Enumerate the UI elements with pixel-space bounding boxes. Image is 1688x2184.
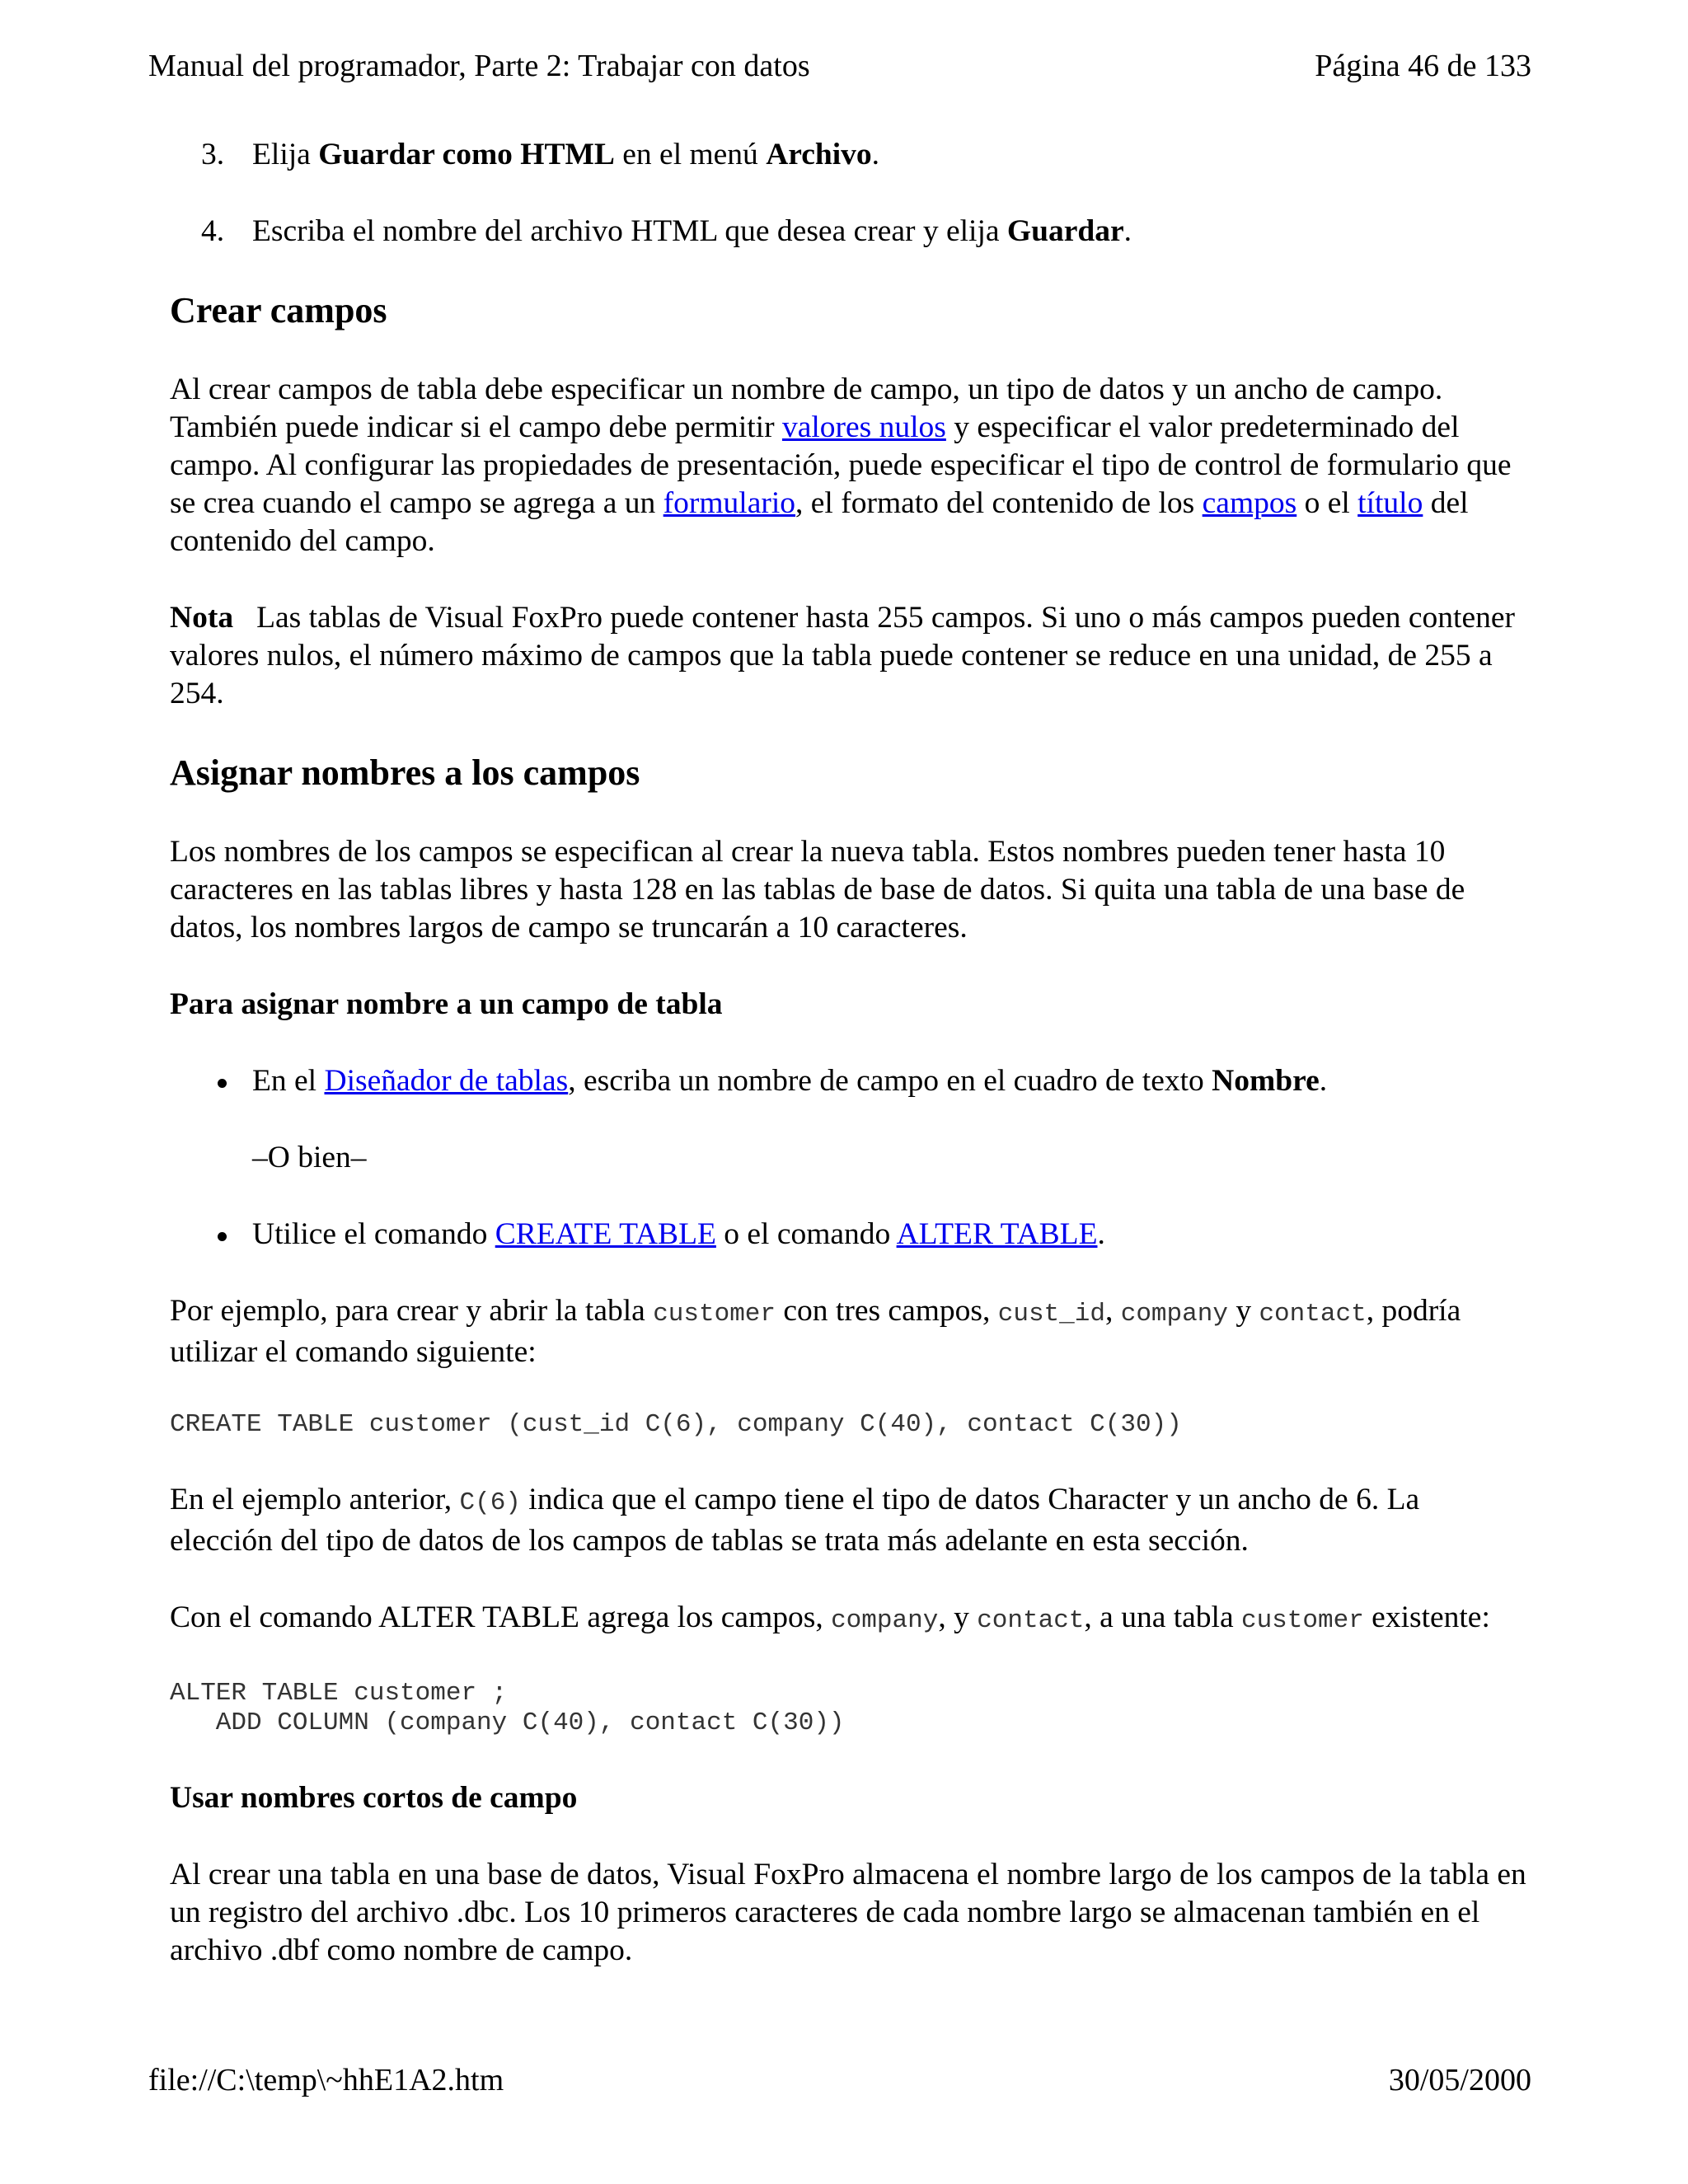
subheading-nombres-cortos: Usar nombres cortos de campo (170, 1781, 578, 1815)
button-name-guardar: Guardar (1006, 214, 1124, 248)
subheading-para-asignar: Para asignar nombre a un campo de tabla (170, 987, 723, 1021)
paragraph-text: , podría utilizar el comando siguiente: (170, 1294, 1461, 1369)
link-campos[interactable]: campos (1202, 486, 1297, 520)
paragraph-text: , el formato del contenido de los (795, 486, 1203, 520)
step-number: 4. (201, 214, 225, 248)
heading-crear-campos: Crear campos (170, 290, 387, 330)
page-footer (148, 2060, 1531, 2100)
heading-asignar-nombres: Asignar nombres a los campos (170, 752, 640, 793)
textbox-name-nombre: Nombre (1212, 1064, 1320, 1098)
note-text: Las tablas de Visual FoxPro puede contener hasta 255 campos. Si uno o más campos pueden contener valores nulos, el número máximo de campos que la tabla puede contener se reduce en una unidad, de 255 a 254. (170, 601, 1515, 710)
paragraph-text: Por ejemplo, para crear y abrir la tabla (170, 1294, 654, 1328)
page-number: Página 46 de 133 (1315, 49, 1531, 83)
note-paragraph (170, 599, 1530, 713)
bullet-icon (218, 1079, 227, 1088)
paragraph-ejemplo-create (170, 1292, 1530, 1371)
paragraph-text: existente: (1363, 1601, 1490, 1634)
document-title: Manual del programador, Parte 2: Trabajar con datos (148, 49, 810, 83)
paragraph-ejemplo-anterior (170, 1481, 1530, 1560)
code-customer: customer (1240, 1606, 1364, 1635)
code-customer: customer (653, 1300, 776, 1329)
step-text: Escriba el nombre del archivo HTML que desea crear y elija (252, 214, 1007, 248)
paragraph-text: o el (1296, 486, 1358, 520)
file-path: file://C:\temp\~hhE1A2.htm (148, 2063, 504, 2097)
step-number: 3. (201, 138, 225, 171)
alternative-separator: –O bien– (252, 1141, 367, 1174)
note-label: Nota (170, 601, 234, 635)
paragraph-text: y (1227, 1294, 1259, 1328)
step-4 (170, 213, 1530, 251)
link-disenador-de-tablas[interactable]: Diseñador de tablas (324, 1064, 569, 1098)
paragraph-text: con tres campos, (776, 1294, 998, 1328)
bullet-icon (218, 1232, 227, 1241)
document-body (170, 136, 1530, 2008)
step-text: . (871, 138, 880, 171)
bullet-disenador (170, 1062, 1530, 1100)
code-cust-id: cust_id (997, 1300, 1105, 1329)
paragraph-text: Con el comando ALTER TABLE agrega los campos, (170, 1601, 832, 1634)
bullet-text: En el (252, 1064, 325, 1098)
paragraph-text: y especificar el valor predeterminado del campo. Al configurar las propiedades de presentación, puede especificar el tipo de control de formulario que se crea cuando el campo se agrega a un (170, 410, 1512, 520)
paragraph-nombres-cortos: Al crear una tabla en una base de datos, Visual FoxPro almacena el nombre largo de los campos de la tabla en un registro del archivo .dbc. Los 10 primeros caracteres de cada nombre largo se almacenan también en el archivo .dbf como nombre de campo. (170, 1858, 1526, 1967)
step-text: en el menú (614, 138, 767, 171)
paragraph-text: del contenido del campo. (170, 486, 1469, 558)
code-company: company (831, 1606, 939, 1635)
menu-name-archivo: Archivo (766, 138, 872, 171)
code-company: company (1120, 1300, 1228, 1329)
paragraph-crear-campos (170, 371, 1530, 560)
bullet-text: o el comando (715, 1217, 897, 1251)
code-block-alter-table: ALTER TABLE customer ; ADD COLUMN (company C(40), contact C(30)) (170, 1679, 845, 1737)
code-block-create-table: CREATE TABLE customer (cust_id C(6), company C(40), contact C(30)) (170, 1410, 1182, 1439)
link-alter-table[interactable]: ALTER TABLE (896, 1217, 1098, 1251)
paragraph-text: Al crear campos de tabla debe especificar un nombre de campo, un tipo de datos y un ancho de campo. También puede indicar si el campo debe permitir (170, 373, 1443, 444)
page-header (148, 46, 1531, 86)
menu-command-save-html: Guardar como HTML (318, 138, 615, 171)
bullet-text: Utilice el comando (252, 1217, 495, 1251)
code-contact: contact (977, 1606, 1085, 1635)
paragraph-text: , (1104, 1294, 1121, 1328)
bullet-comandos (170, 1216, 1530, 1254)
paragraph-asignar-nombres: Los nombres de los campos se especifican al crear la nueva tabla. Estos nombres pueden tener hasta 10 caracteres en las tablas libres y hasta 128 en las tablas de base de datos. Si quita una tabla de una base de datos, los nombres largos de campo se truncarán a 10 caracteres. (170, 835, 1465, 944)
bullet-text: , escriba un nombre de campo en el cuadro de texto (568, 1064, 1212, 1098)
step-text: . (1123, 214, 1132, 248)
code-contact: contact (1259, 1300, 1367, 1329)
link-formulario[interactable]: formulario (663, 486, 796, 520)
step-3 (170, 136, 1530, 174)
paragraph-text: En el ejemplo anterior, (170, 1483, 460, 1516)
link-valores-nulos[interactable]: valores nulos (781, 410, 946, 444)
bullet-text: . (1097, 1217, 1105, 1251)
link-titulo[interactable]: título (1357, 486, 1423, 520)
paragraph-text: , y (938, 1601, 978, 1634)
paragraph-text: , a una tabla (1084, 1601, 1241, 1634)
paragraph-alter-table (170, 1599, 1530, 1640)
print-date: 30/05/2000 (1388, 2063, 1531, 2097)
step-text: Elija (252, 138, 319, 171)
link-create-table[interactable]: CREATE TABLE (495, 1217, 716, 1251)
code-c6: C(6) (459, 1488, 521, 1517)
bullet-text: . (1319, 1064, 1328, 1098)
paragraph-text: indica que el campo tiene el tipo de datos Character y un ancho de 6. La elección del tipo de datos de los campos de tablas se trata más adelante en esta sección. (170, 1483, 1420, 1558)
